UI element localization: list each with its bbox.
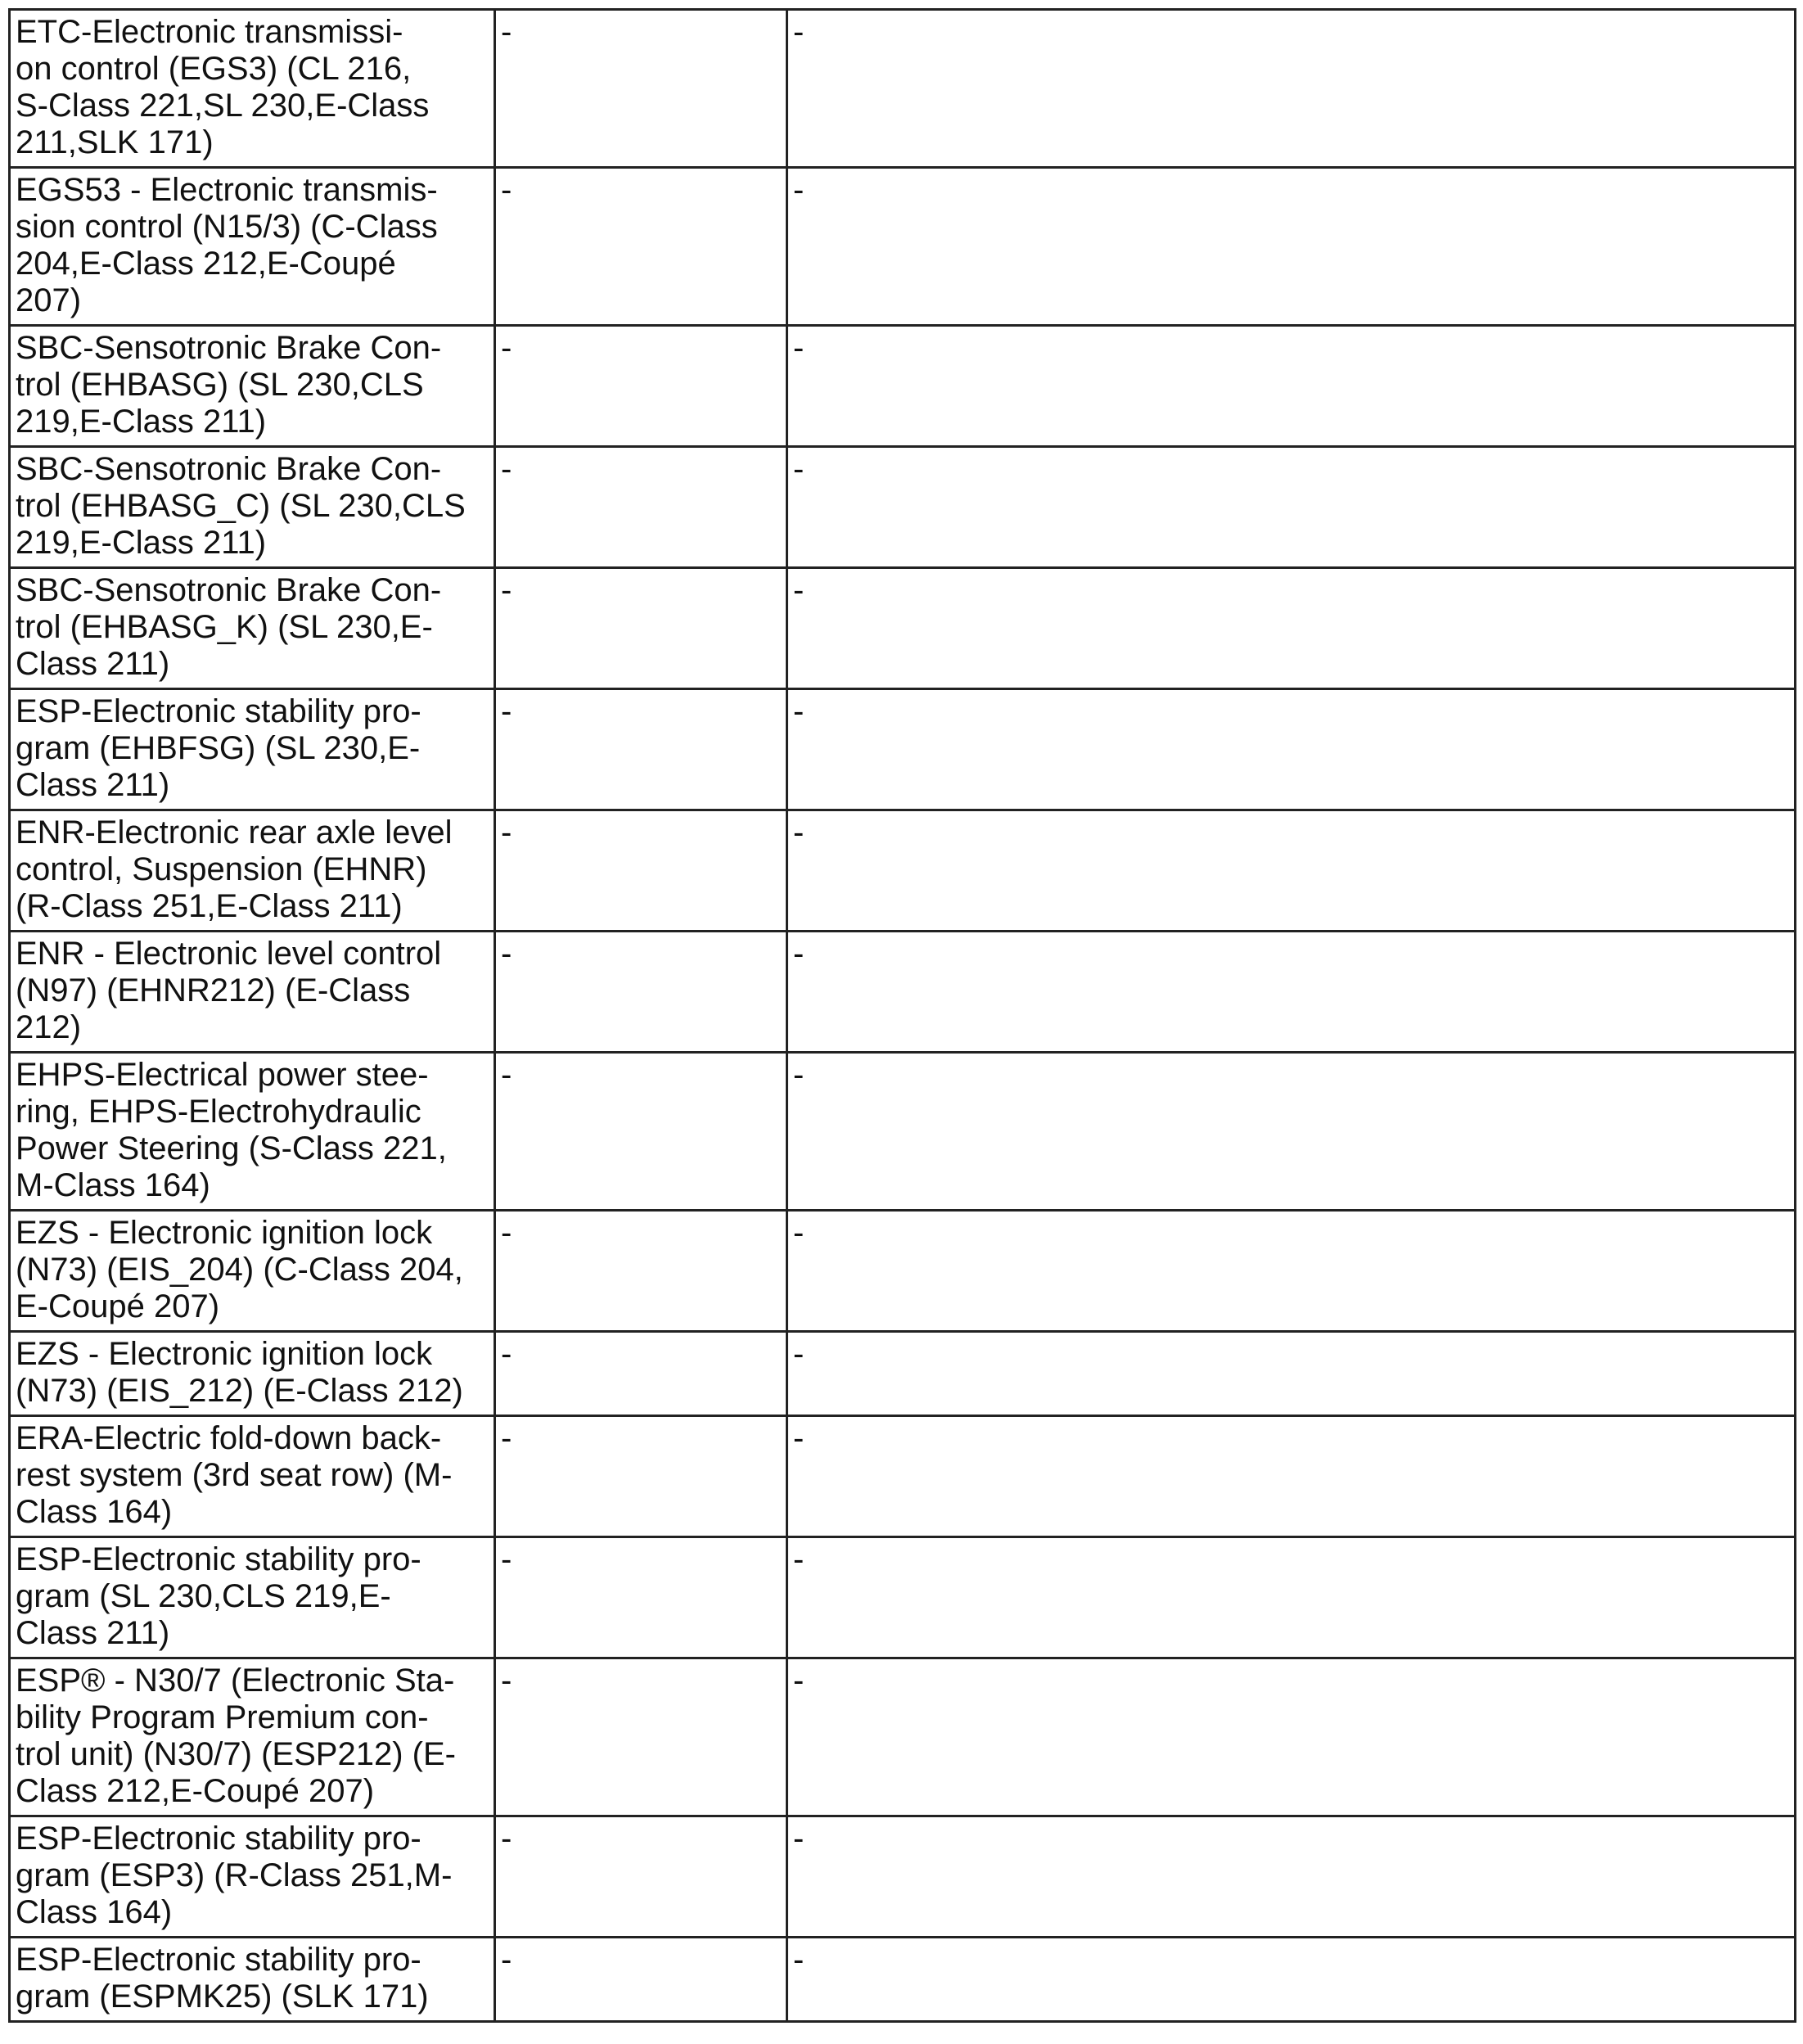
column-3-value: - bbox=[793, 1336, 805, 1372]
column-2-cell bbox=[495, 326, 787, 447]
ecu-description: ENR-Electronic rear axle level control, Suspension (EHNR) (R-Class 251,E-Class 211) bbox=[16, 814, 453, 924]
ecu-description-cell bbox=[10, 1816, 495, 1938]
ecu-description: SBC-Sensotronic Brake Con- trol (EHBASG_K) (SL 230,E- Class 211) bbox=[16, 572, 442, 682]
column-2-value: - bbox=[501, 1420, 512, 1456]
table-row bbox=[10, 810, 1796, 932]
table-row bbox=[10, 10, 1796, 168]
column-2-value: - bbox=[501, 693, 512, 729]
ecu-description-cell bbox=[10, 10, 495, 168]
column-3-value: - bbox=[793, 1057, 805, 1093]
ecu-table bbox=[8, 8, 1796, 2023]
column-3-cell bbox=[787, 810, 1796, 932]
column-2-cell bbox=[495, 1658, 787, 1816]
column-2-cell bbox=[495, 168, 787, 326]
column-2-value: - bbox=[501, 936, 512, 972]
column-3-cell bbox=[787, 10, 1796, 168]
column-2-cell bbox=[495, 1332, 787, 1416]
column-2-value: - bbox=[501, 14, 512, 50]
ecu-description: EGS53 - Electronic transmis- sion control (N15/3) (C-Class 204,E-Class 212,E-Coupé 207) bbox=[16, 172, 438, 318]
ecu-description: EZS - Electronic ignition lock (N73) (EIS_204) (C-Class 204, E-Coupé 207) bbox=[16, 1215, 463, 1324]
column-3-value: - bbox=[793, 1942, 805, 1978]
table-row bbox=[10, 1332, 1796, 1416]
table-row bbox=[10, 689, 1796, 810]
column-2-cell bbox=[495, 568, 787, 689]
ecu-description-cell bbox=[10, 1332, 495, 1416]
ecu-description: SBC-Sensotronic Brake Con- trol (EHBASG_C) (SL 230,CLS 219,E-Class 211) bbox=[16, 451, 466, 561]
column-3-value: - bbox=[793, 1215, 805, 1251]
ecu-description-cell bbox=[10, 1537, 495, 1658]
ecu-description-cell bbox=[10, 568, 495, 689]
column-3-cell bbox=[787, 1053, 1796, 1211]
ecu-description-cell bbox=[10, 1416, 495, 1537]
column-3-value: - bbox=[793, 693, 805, 729]
column-3-value: - bbox=[793, 1821, 805, 1857]
ecu-table-body bbox=[10, 10, 1796, 2022]
column-3-value: - bbox=[793, 572, 805, 608]
column-2-value: - bbox=[501, 1541, 512, 1577]
column-2-value: - bbox=[501, 1336, 512, 1372]
column-2-cell bbox=[495, 689, 787, 810]
table-row bbox=[10, 1816, 1796, 1938]
ecu-description: EZS - Electronic ignition lock (N73) (EIS_212) (E-Class 212) bbox=[16, 1336, 463, 1409]
column-3-cell bbox=[787, 326, 1796, 447]
column-2-value: - bbox=[501, 1942, 512, 1978]
column-3-value: - bbox=[793, 451, 805, 487]
ecu-description-cell bbox=[10, 447, 495, 568]
column-2-value: - bbox=[501, 572, 512, 608]
column-2-cell bbox=[495, 447, 787, 568]
column-2-cell bbox=[495, 810, 787, 932]
column-3-cell bbox=[787, 1332, 1796, 1416]
table-row bbox=[10, 326, 1796, 447]
ecu-description-cell bbox=[10, 932, 495, 1053]
column-2-value: - bbox=[501, 172, 512, 208]
ecu-description-cell bbox=[10, 1938, 495, 2022]
column-3-cell bbox=[787, 447, 1796, 568]
ecu-description: ESP® - N30/7 (Electronic Sta- bility Program Premium con- trol unit) (N30/7) (ESP212) (E- Class 212,E-Coupé 207) bbox=[16, 1663, 456, 1809]
column-2-value: - bbox=[501, 1821, 512, 1857]
ecu-description: ESP-Electronic stability pro- gram (EHBFSG) (SL 230,E- Class 211) bbox=[16, 693, 421, 803]
column-3-value: - bbox=[793, 330, 805, 366]
ecu-description: ETC-Electronic transmissi- on control (EGS3) (CL 216, S-Class 221,SL 230,E-Class 211,SLK 171) bbox=[16, 14, 430, 160]
column-3-cell bbox=[787, 568, 1796, 689]
column-3-value: - bbox=[793, 936, 805, 972]
column-2-cell bbox=[495, 1053, 787, 1211]
ecu-description: EHPS-Electrical power stee- ring, EHPS-Electrohydraulic Power Steering (S-Class 221, M-Class 164) bbox=[16, 1057, 447, 1203]
column-2-value: - bbox=[501, 330, 512, 366]
column-3-cell bbox=[787, 932, 1796, 1053]
ecu-description: ESP-Electronic stability pro- gram (ESP3) (R-Class 251,M- Class 164) bbox=[16, 1821, 453, 1930]
column-3-value: - bbox=[793, 1663, 805, 1699]
table-row bbox=[10, 1416, 1796, 1537]
table-row bbox=[10, 1053, 1796, 1211]
table-row bbox=[10, 568, 1796, 689]
column-2-value: - bbox=[501, 1057, 512, 1093]
column-3-value: - bbox=[793, 172, 805, 208]
ecu-description-cell bbox=[10, 810, 495, 932]
column-3-cell bbox=[787, 1816, 1796, 1938]
ecu-description-cell bbox=[10, 1211, 495, 1332]
column-2-cell bbox=[495, 1938, 787, 2022]
column-3-cell bbox=[787, 1211, 1796, 1332]
column-2-cell bbox=[495, 932, 787, 1053]
column-3-cell bbox=[787, 1416, 1796, 1537]
ecu-description-cell bbox=[10, 326, 495, 447]
column-3-value: - bbox=[793, 14, 805, 50]
column-3-cell bbox=[787, 168, 1796, 326]
column-3-cell bbox=[787, 1537, 1796, 1658]
column-3-value: - bbox=[793, 814, 805, 851]
ecu-description: ESP-Electronic stability pro- gram (ESPMK25) (SLK 171) bbox=[16, 1942, 429, 2015]
ecu-description: SBC-Sensotronic Brake Con- trol (EHBASG) (SL 230,CLS 219,E-Class 211) bbox=[16, 330, 442, 440]
ecu-description: ENR - Electronic level control (N97) (EHNR212) (E-Class 212) bbox=[16, 936, 442, 1045]
ecu-description-cell bbox=[10, 1658, 495, 1816]
ecu-description-cell bbox=[10, 689, 495, 810]
ecu-description: ESP-Electronic stability pro- gram (SL 230,CLS 219,E- Class 211) bbox=[16, 1541, 421, 1651]
column-2-value: - bbox=[501, 451, 512, 487]
table-row bbox=[10, 1938, 1796, 2022]
column-2-value: - bbox=[501, 1663, 512, 1699]
column-2-cell bbox=[495, 1816, 787, 1938]
column-3-cell bbox=[787, 1658, 1796, 1816]
column-3-value: - bbox=[793, 1541, 805, 1577]
table-row bbox=[10, 1211, 1796, 1332]
table-row bbox=[10, 1658, 1796, 1816]
table-row bbox=[10, 168, 1796, 326]
ecu-description-cell bbox=[10, 1053, 495, 1211]
column-3-value: - bbox=[793, 1420, 805, 1456]
column-3-cell bbox=[787, 689, 1796, 810]
table-row bbox=[10, 447, 1796, 568]
ecu-description: ERA-Electric fold-down back- rest system (3rd seat row) (M- Class 164) bbox=[16, 1420, 453, 1530]
column-2-value: - bbox=[501, 814, 512, 851]
column-3-cell bbox=[787, 1938, 1796, 2022]
table-row bbox=[10, 932, 1796, 1053]
column-2-cell bbox=[495, 1537, 787, 1658]
column-2-cell bbox=[495, 10, 787, 168]
ecu-description-cell bbox=[10, 168, 495, 326]
column-2-cell bbox=[495, 1416, 787, 1537]
column-2-value: - bbox=[501, 1215, 512, 1251]
column-2-cell bbox=[495, 1211, 787, 1332]
table-row bbox=[10, 1537, 1796, 1658]
